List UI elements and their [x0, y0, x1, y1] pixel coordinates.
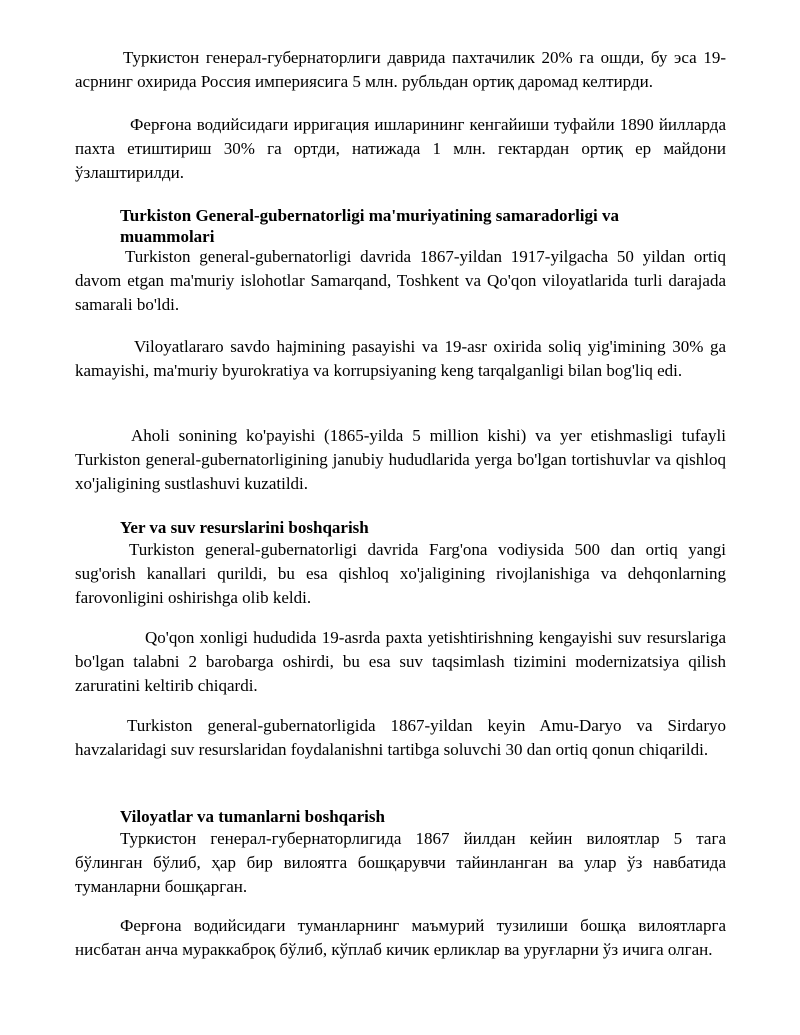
paragraph-cotton-growth: Туркистон генерал-губернаторлиги даврида пахтачилик 20% га ошди, бу эса 19-асрнинг охирида Россия империясига 5 млн. рубльдан ортиқ даромад келтирди. — [75, 48, 726, 91]
paragraph-water-laws: Turkiston general-gubernatorligida 1867-yildan keyin Amu-Daryo va Sirdaryo havzalaridagi suv resurslaridan foydalanishni tartibga soluvchi 30 dan ortiq qonun chiqarildi. — [75, 716, 726, 759]
paragraph-fergana-irrigation: Ферғона водийсидаги ирригация ишларининг кенгайиши туфайли 1890 йилларда пахта етиштириш 30% га ортди, натижада 1 млн. гектардан ортиқ ер майдони ўзлаштирилди. — [75, 115, 726, 182]
paragraph-population-growth: Aholi sonining ko'payishi (1865-yilda 5 million kishi) va yer etishmasligi tufayli Turkiston general-gubernatorligining janubiy hududlarida yerga bo'lgan tortishuvlar va qishloq xo'jaligining sustlashuvi kuzatildi. — [75, 426, 726, 493]
section-heading-administration: Turkiston General-gubernatorligi ma'muriyatining samaradorligi va muammolari — [120, 206, 619, 246]
section-heading-provinces-districts: Viloyatlar va tumanlarni boshqarish — [120, 807, 385, 826]
paragraph-administrative-reforms: Turkiston general-gubernatorligi davrida 1867-yildan 1917-yilgacha 50 yildan ortiq davom etgan ma'muriy islohotlar Samarqand, Toshkent va Qo'qon viloyatlarida turli darajada samarali bo'ldi. — [75, 247, 726, 314]
paragraph-kokand-water-demand: Qo'qon xonligi hududida 19-asrda paxta yetishtirishning kengayishi suv resurslariga bo'lgan talabni 2 barobarga oshirdi, bu esa suv taqsimlash tizimini modernizatsiya qilish zaruratini keltirib chiqardi. — [75, 628, 726, 695]
paragraph-irrigation-canals: Turkiston general-gubernatorligi davrida Farg'ona vodiysida 500 dan ortiq yangi sug'orish kanallari qurildi, bu esa qishloq xo'jaligining rivojlanishiga va dehqonlarning farovonligini oshirishga olib keldi. — [75, 540, 726, 607]
paragraph-province-division: Туркистон генерал-губернаторлигида 1867 йилдан кейин вилоятлар 5 тага бўлинган бўлиб, ҳар бир вилоятга бошқарувчи тайинланган ва улар ўз навбатида туманларни бошқарган. — [75, 829, 726, 896]
section-heading-land-water: Yer va suv resurslarini boshqarish — [120, 518, 369, 537]
paragraph-trade-decline: Viloyatlararo savdo hajmining pasayishi va 19-asr oxirida soliq yig'imining 30% ga kamayishi, ma'muriy byurokratiya va korrupsiyaning keng tarqalganligi bilan bog'liq edi. — [75, 337, 726, 380]
paragraph-fergana-districts: Ферғона водийсидаги туманларнинг маъмурий тузилиши бошқа вилоятларга нисбатан анча мураккаброқ бўлиб, кўплаб кичик ерликлар ва уруғларни ўз ичига олган. — [75, 916, 726, 959]
